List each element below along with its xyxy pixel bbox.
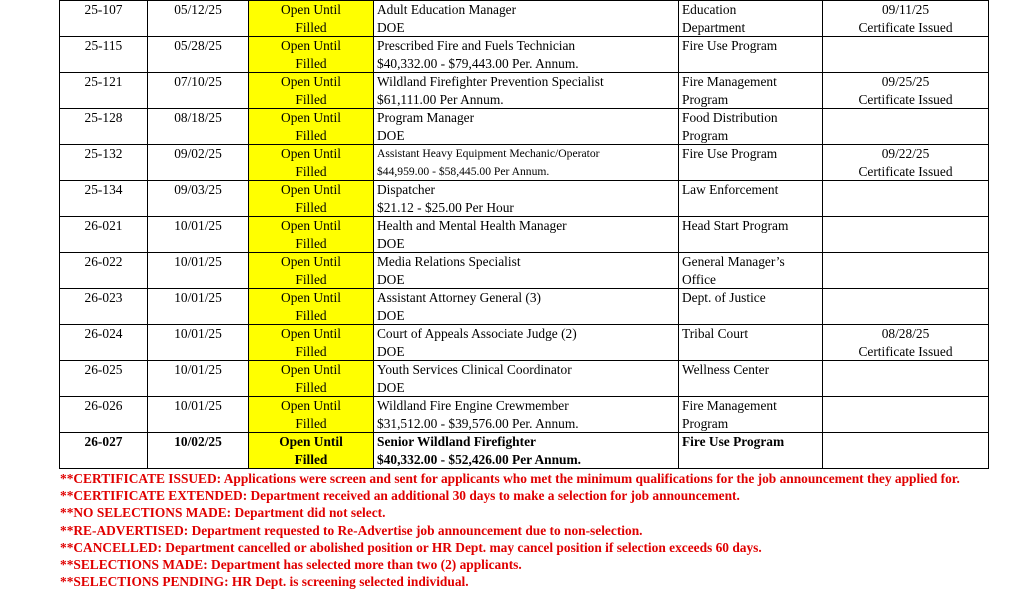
certificate-status-cell [823,1,989,37]
closing-status-cell-line: Filled [295,271,327,287]
posted-date-cell [148,253,249,289]
position-cell-line: Youth Services Clinical Coordinator [377,362,572,377]
department-cell [679,361,823,397]
position-cell [374,289,679,325]
department-cell-line: Tribal Court [682,326,749,341]
certificate-status-cell-line: 09/25/25 [881,74,930,89]
posted-date-cell-line: 10/01/25 [174,218,222,233]
posted-date-cell-line: 10/01/25 [174,290,222,305]
department-cell-line: Law Enforcement [682,182,779,197]
posted-date-cell-line: 10/01/25 [174,362,222,377]
certificate-status-cell [823,433,989,469]
closing-status-cell-line: Filled [295,19,327,35]
closing-status-cell-line: Open Until [281,38,341,53]
posted-date-cell-line: 05/28/25 [174,38,222,53]
posted-date-cell [148,37,249,73]
posted-date-cell [148,433,249,469]
job-number-cell-line: 26-023 [84,290,123,305]
closing-status-cell-line: Open Until [281,146,341,161]
job-number-cell-line: 25-107 [84,2,123,17]
closing-status-cell-line: Open Until [281,326,341,341]
department-cell [679,325,823,361]
legend-note: **CERTIFICATE EXTENDED: Department received an additional 30 days to make a selection for job announcement. [60,488,740,504]
job-number-cell [60,397,148,433]
position-cell-line: Prescribed Fire and Fuels Technician [377,38,576,53]
department-cell [679,253,823,289]
table-row [60,37,989,73]
position-cell-line: Adult Education Manager [377,2,517,17]
certificate-status-cell-line: Certificate Issued [858,343,953,359]
closing-status-cell [249,73,374,109]
closing-status-cell [249,361,374,397]
position-cell-line: DOE [377,343,405,359]
closing-status-cell-line: Open Until [281,398,341,413]
job-number-cell-line: 26-027 [84,434,123,449]
posted-date-cell [148,181,249,217]
posted-date-cell-line: 10/01/25 [174,326,222,341]
closing-status-cell-line: Filled [295,199,327,215]
closing-status-cell-line: Open Until [281,2,341,17]
posted-date-cell-line: 10/01/25 [174,398,222,413]
closing-status-cell-line: Open Until [281,254,341,269]
position-cell-line: DOE [377,379,405,395]
job-number-cell [60,253,148,289]
closing-status-cell-line: Open Until [281,362,341,377]
position-cell [374,1,679,37]
department-cell-line: Fire Use Program [682,38,778,53]
position-cell-line: $40,332.00 - $52,426.00 Per Annum. [377,451,581,467]
posted-date-cell-line: 05/12/25 [174,2,222,17]
position-cell [374,325,679,361]
position-cell-line: Dispatcher [377,182,436,197]
posted-date-cell [148,73,249,109]
closing-status-cell-line: Filled [295,415,327,431]
job-announcements-table [59,0,989,469]
position-cell-line: Assistant Attorney General (3) [377,290,541,305]
department-cell-line: Fire Management [682,74,777,89]
department-cell-line: Program [682,127,729,143]
department-cell [679,289,823,325]
job-number-cell [60,145,148,181]
table-row [60,433,989,469]
department-cell-line: Dept. of Justice [682,290,766,305]
job-number-cell [60,433,148,469]
position-cell-line: $31,512.00 - $39,576.00 Per. Annum. [377,415,579,431]
closing-status-cell-line: Filled [295,127,327,143]
posted-date-cell [148,217,249,253]
closing-status-cell [249,109,374,145]
table-body [60,1,989,469]
position-cell-line: DOE [377,307,405,323]
closing-status-cell-line: Open Until [281,74,341,89]
closing-status-cell-line: Filled [295,235,327,251]
certificate-status-cell [823,73,989,109]
job-number-cell-line: 26-025 [84,362,123,377]
department-cell-line: Program [682,415,729,431]
position-cell-line: $21.12 - $25.00 Per Hour [377,199,514,215]
closing-status-cell [249,217,374,253]
department-cell [679,37,823,73]
position-cell-line: DOE [377,271,405,287]
table-row [60,253,989,289]
table-row [60,397,989,433]
position-cell [374,217,679,253]
department-cell [679,181,823,217]
posted-date-cell-line: 10/02/25 [174,434,222,449]
job-number-cell-line: 25-128 [84,110,123,125]
job-number-cell-line: 26-021 [84,218,123,233]
posted-date-cell [148,289,249,325]
closing-status-cell [249,145,374,181]
posted-date-cell [148,109,249,145]
position-cell-line: Media Relations Specialist [377,254,521,269]
department-cell [679,433,823,469]
position-cell-line: $44,959.00 - $58,445.00 Per Annum. [377,164,550,178]
closing-status-cell [249,397,374,433]
certificate-status-cell-line: Certificate Issued [858,19,953,35]
position-cell [374,361,679,397]
closing-status-cell [249,253,374,289]
closing-status-cell [249,181,374,217]
table-row [60,181,989,217]
position-cell [374,433,679,469]
legend-note: **SELECTIONS PENDING: HR Dept. is screening selected individual. [60,574,469,590]
certificate-status-cell [823,325,989,361]
job-number-cell-line: 26-026 [84,398,123,413]
department-cell-line: Head Start Program [682,218,789,233]
position-cell-line: Wildland Firefighter Prevention Specialist [377,74,604,89]
department-cell [679,73,823,109]
closing-status-cell-line: Filled [295,91,327,107]
closing-status-cell [249,37,374,73]
position-cell-line: $61,111.00 Per Annum. [377,91,504,107]
department-cell-line: Fire Use Program [682,434,785,449]
certificate-status-cell-line: 09/11/25 [881,2,930,17]
table-row [60,109,989,145]
posted-date-cell [148,361,249,397]
department-cell-line: Fire Management [682,398,777,413]
department-cell-line: Fire Use Program [682,146,778,161]
closing-status-cell [249,433,374,469]
department-cell [679,145,823,181]
department-cell-line: Food Distribution [682,110,778,125]
job-number-cell [60,37,148,73]
position-cell [374,253,679,289]
job-number-cell-line: 26-022 [84,254,123,269]
department-cell-line: Office [682,271,716,287]
table-row [60,289,989,325]
job-number-cell [60,289,148,325]
job-number-cell-line: 25-115 [84,38,123,53]
certificate-status-cell [823,145,989,181]
certificate-status-cell [823,397,989,433]
table-row [60,217,989,253]
position-cell-line: Health and Mental Health Manager [377,218,567,233]
certificate-status-cell [823,361,989,397]
job-number-cell-line: 25-134 [84,182,123,197]
closing-status-cell-line: Open Until [281,182,341,197]
closing-status-cell-line: Filled [295,163,327,179]
closing-status-cell-line: Open Until [281,290,341,305]
position-cell [374,73,679,109]
table-row [60,325,989,361]
closing-status-cell-line: Filled [294,451,328,467]
posted-date-cell [148,1,249,37]
posted-date-cell-line: 09/02/25 [174,146,222,161]
certificate-status-cell-line: Certificate Issued [858,163,953,179]
closing-status-cell-line: Open Until [279,434,343,449]
closing-status-cell-line: Filled [295,307,327,323]
job-number-cell-line: 25-121 [84,74,123,89]
legend-note: **NO SELECTIONS MADE: Department did not select. [60,505,386,521]
department-cell-line: Wellness Center [682,362,770,377]
certificate-status-cell [823,109,989,145]
legend-note: **CERTIFICATE ISSUED: Applications were screen and sent for applicants who met the minimum qualifications for the job announcement they applied for. [60,471,960,486]
job-number-cell [60,217,148,253]
job-number-cell [60,181,148,217]
posted-date-cell-line: 10/01/25 [174,254,222,269]
position-cell-line: Program Manager [377,110,475,125]
certificate-status-cell [823,253,989,289]
position-cell-line: DOE [377,127,405,143]
position-cell [374,181,679,217]
posted-date-cell [148,397,249,433]
position-cell-line: Court of Appeals Associate Judge (2) [377,326,577,341]
table-row [60,361,989,397]
closing-status-cell-line: Filled [295,343,327,359]
legend-notes [60,470,960,590]
department-cell [679,397,823,433]
closing-status-cell [249,1,374,37]
position-cell-line: $40,332.00 - $79,443.00 Per. Annum. [377,55,579,71]
position-cell [374,37,679,73]
certificate-status-cell [823,37,989,73]
posted-date-cell-line: 09/03/25 [174,182,222,197]
certificate-status-cell [823,289,989,325]
closing-status-cell-line: Filled [295,379,327,395]
job-number-cell-line: 25-132 [84,146,123,161]
department-cell-line: General Manager’s [682,254,785,269]
job-number-cell-line: 26-024 [84,326,123,341]
department-cell-line: Education [682,2,737,17]
certificate-status-cell [823,217,989,253]
table-row [60,145,989,181]
certificate-status-cell-line: 09/22/25 [881,146,930,161]
certificate-status-cell-line: 08/28/25 [881,326,930,341]
closing-status-cell-line: Open Until [281,110,341,125]
department-cell [679,1,823,37]
legend-note: **CANCELLED: Department cancelled or abolished position or HR Dept. may cancel position if selection exceeds 60 days. [60,539,762,555]
position-cell-line: Wildland Fire Engine Crewmember [377,398,569,413]
job-number-cell [60,325,148,361]
job-number-cell [60,361,148,397]
legend-note: **SELECTIONS MADE: Department has selected more than two (2) applicants. [60,557,522,573]
posted-date-cell [148,145,249,181]
job-number-cell [60,109,148,145]
table-row [60,73,989,109]
position-cell-line: DOE [377,19,405,35]
position-cell [374,397,679,433]
certificate-status-cell [823,181,989,217]
position-cell [374,145,679,181]
position-cell-line: DOE [377,235,405,251]
posted-date-cell-line: 07/10/25 [174,74,222,89]
position-cell [374,109,679,145]
certificate-status-cell-line: Certificate Issued [858,91,953,107]
posted-date-cell [148,325,249,361]
position-cell-line: Senior Wildland Firefighter [377,434,536,449]
closing-status-cell [249,325,374,361]
department-cell [679,217,823,253]
department-cell [679,109,823,145]
posted-date-cell-line: 08/18/25 [174,110,222,125]
department-cell-line: Department [682,19,746,35]
table-row [60,1,989,37]
position-cell-line: Assistant Heavy Equipment Mechanic/Operator [377,147,600,160]
closing-status-cell-line: Filled [295,55,327,71]
closing-status-cell-line: Open Until [281,218,341,233]
closing-status-cell [249,289,374,325]
job-number-cell [60,1,148,37]
department-cell-line: Program [682,91,729,107]
legend-note: **RE-ADVERTISED: Department requested to Re-Advertise job announcement due to non-selection. [60,522,643,538]
job-number-cell [60,73,148,109]
